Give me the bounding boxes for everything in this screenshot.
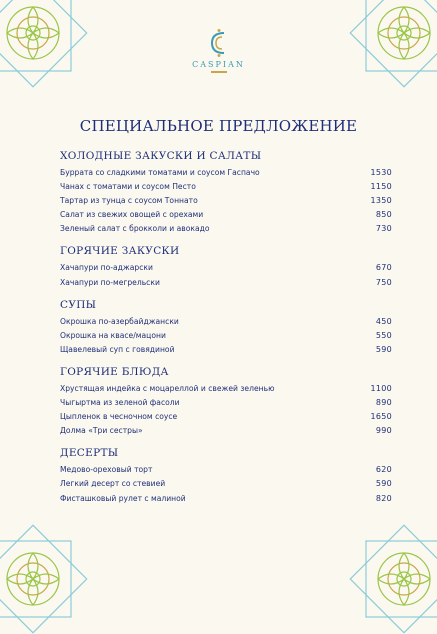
menu-item-name: Фисташковый рулет с малиной: [60, 493, 186, 503]
menu-item-name: Хрустящая индейка с моцареллой и свежей зеленью: [60, 383, 275, 393]
menu-item-price: 1100: [370, 383, 392, 393]
corner-ornament-icon: [0, 524, 88, 634]
caspian-logo-icon: [208, 28, 230, 58]
menu-section: [60, 366, 392, 438]
menu-item: [60, 180, 392, 194]
menu-item: [60, 463, 392, 477]
menu-item-price: 590: [375, 479, 392, 489]
menu-item-name: Хачапури по-аджарски: [60, 263, 153, 273]
menu-item-name: Долма «Три сестры»: [60, 426, 143, 436]
menu-item: [60, 492, 392, 506]
menu-item-price: 1350: [370, 196, 392, 206]
menu-item-name: Чыгыртма из зеленой фасоли: [60, 398, 180, 408]
menu-section: [60, 447, 392, 505]
menu-item-name: Окрошка на квасе/мацони: [60, 330, 166, 340]
menu-item-price: 620: [375, 465, 392, 475]
menu-item: [60, 329, 392, 343]
menu-section: [60, 150, 392, 236]
menu-item-name: Буррата со сладкими томатами и соусом Гаспачо: [60, 168, 260, 177]
menu-item-price: 550: [375, 330, 392, 340]
menu-item-name: Салат из свежих овощей с орехами: [60, 210, 204, 220]
menu-item: [60, 276, 392, 290]
menu-item-price: 1650: [370, 412, 392, 422]
menu-item: [60, 166, 392, 180]
menu-item-price: 730: [375, 224, 392, 234]
menu-item-name: Окрошка по-азербайджански: [60, 316, 179, 326]
menu-item-price: 590: [375, 344, 392, 354]
menu-item: [60, 208, 392, 222]
menu-item-name: Тартар из тунца с соусом Тоннато: [60, 196, 198, 206]
menu-item-name: Чанах с томатами и соусом Песто: [60, 182, 196, 192]
section-title: ХОЛОДНЫЕ ЗАКУСКИ И САЛАТЫ: [60, 150, 262, 162]
menu-item: [60, 315, 392, 329]
brand-name: CASPIAN: [192, 60, 245, 69]
menu-item-price: 850: [375, 210, 392, 220]
menu-item: [60, 194, 392, 208]
menu-item-price: 1530: [370, 168, 392, 177]
menu-item: [60, 261, 392, 275]
section-title: ДЕСЕРТЫ: [60, 447, 119, 460]
menu-item-price: 890: [375, 398, 392, 408]
menu-item-price: 750: [375, 277, 392, 287]
menu-item: [60, 396, 392, 410]
section-title: СУПЫ: [60, 298, 97, 311]
corner-ornament-icon: [349, 524, 437, 634]
menu-list: [60, 150, 392, 515]
brand-underline: [211, 71, 227, 73]
menu-section: [60, 245, 392, 289]
menu-item-name: Хачапури по-мегрельски: [60, 277, 160, 287]
menu-item-name: Зеленый салат с брокколи и авокадо: [60, 224, 210, 234]
menu-item-name: Медово-ореховый торт: [60, 465, 153, 475]
menu-item-name: Цыпленок в чесночном соусе: [60, 412, 178, 422]
menu-item-price: 1150: [370, 182, 392, 192]
section-title: ГОРЯЧИЕ ЗАКУСКИ: [60, 245, 180, 258]
menu-item: [60, 343, 392, 357]
menu-item-price: 670: [375, 263, 392, 273]
menu-item-price: 450: [375, 316, 392, 326]
menu-item-name: Легкий десерт со стевией: [60, 479, 166, 489]
menu-section: [60, 299, 392, 357]
menu-item: [60, 477, 392, 491]
menu-item-price: 990: [375, 426, 392, 436]
menu-item-price: 820: [375, 493, 392, 503]
brand-logo: [0, 28, 437, 73]
menu-item: [60, 424, 392, 438]
menu-item: [60, 222, 392, 236]
menu-item-name: Щавелевый суп с говядиной: [60, 344, 175, 354]
page-title: СПЕЦИАЛЬНОЕ ПРЕДЛОЖЕНИЕ: [79, 117, 358, 135]
menu-item: [60, 382, 392, 396]
section-title: ГОРЯЧИЕ БЛЮДА: [60, 365, 169, 378]
menu-item: [60, 410, 392, 424]
